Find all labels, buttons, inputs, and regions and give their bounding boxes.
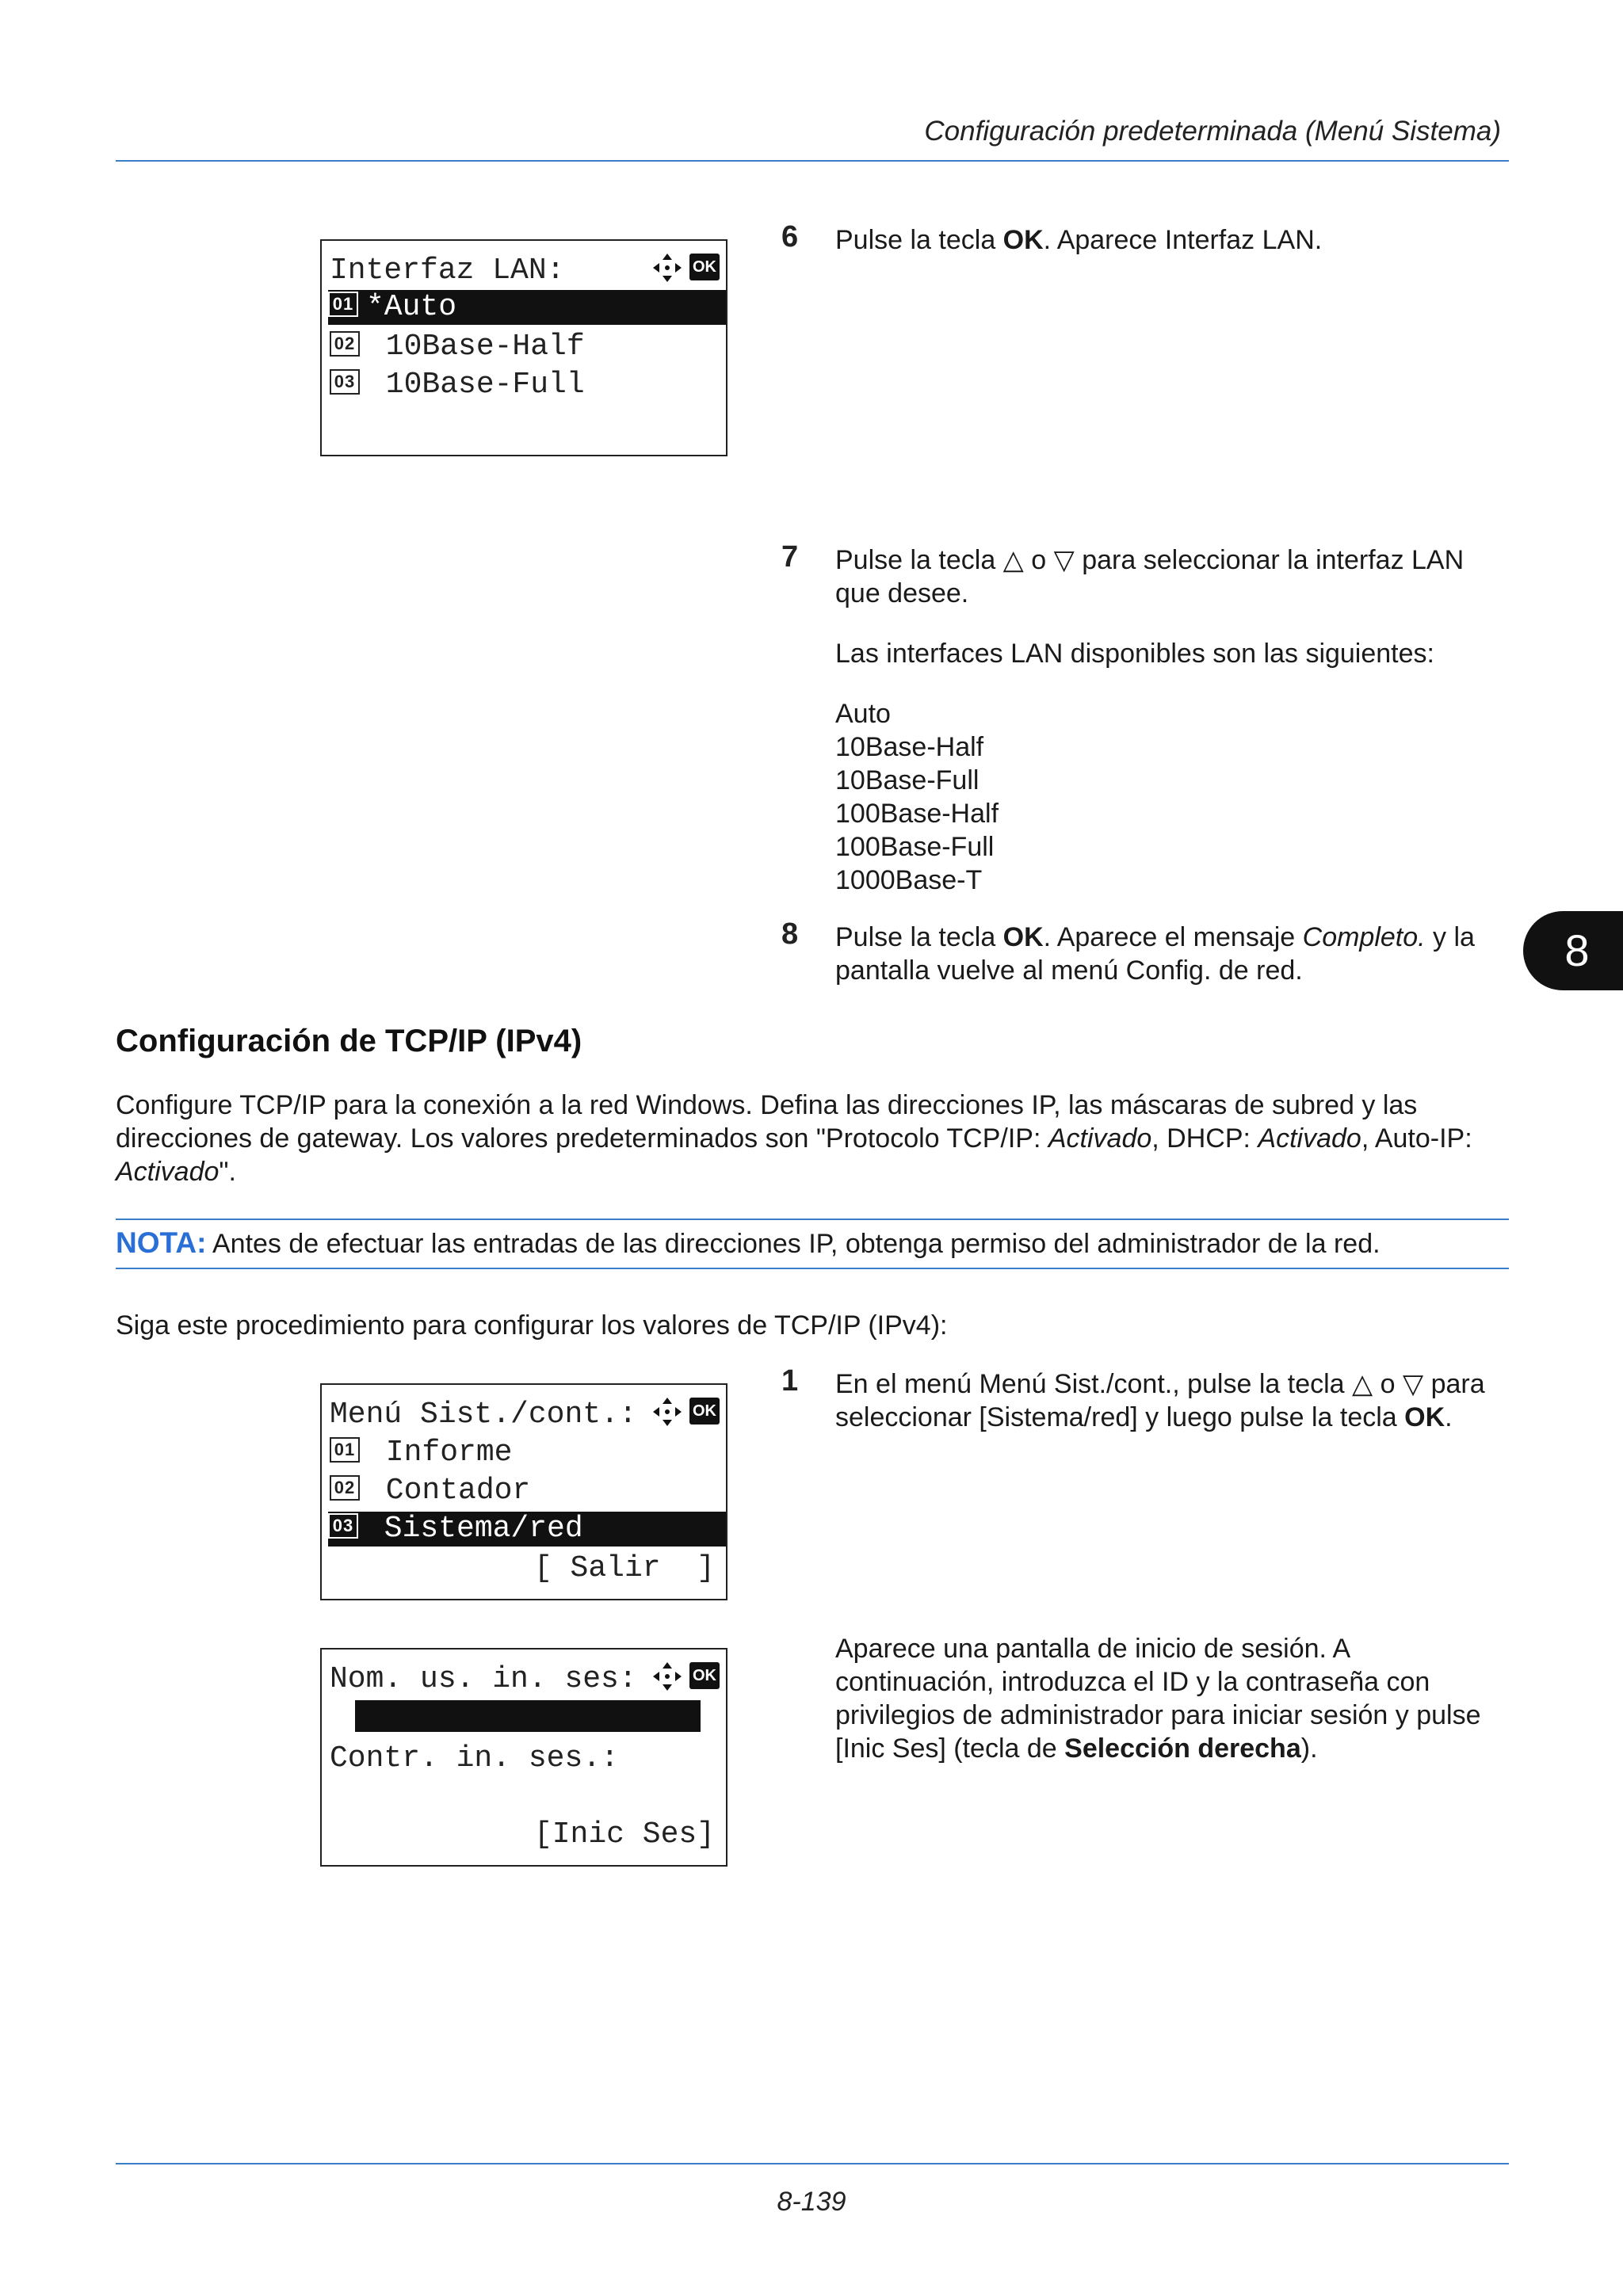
lan-options-list (835, 697, 999, 897)
step-7-text: Pulse la tecla △ o ▽ para seleccionar la interfaz LAN que desee. (835, 545, 1465, 608)
lcd-item-label: *Auto (366, 290, 457, 324)
lcd-item-label: Informe (368, 1436, 513, 1470)
lcd-title: Menú Sist./cont.: (330, 1398, 637, 1432)
item-number-box: 01 (328, 292, 358, 317)
section-title: Configuración de TCP/IP (IPv4) (116, 1024, 582, 1058)
up-triangle-icon: △ (1352, 1369, 1373, 1399)
lcd-item-label: Sistema/red (366, 1512, 583, 1546)
footer-rule (116, 2163, 1509, 2164)
item-number-box: 02 (330, 1475, 360, 1501)
navigation-cross-icon (651, 1661, 683, 1692)
list-item: 10Base-Full (835, 765, 980, 795)
step-8-text: Pulse la tecla OK. Aparece el mensaje Completo. y la pantalla vuelve al menú Config. de red. (835, 922, 1475, 986)
step-6-text: Pulse la tecla OK. Aparece Interfaz LAN. (835, 225, 1323, 255)
lcd-icons (643, 1396, 720, 1428)
login-instructions: Aparece una pantalla de inicio de sesión. A continuación, introduzca el ID y la contraseña con privilegios de administrador para iniciar sesión y pulse [Inic Ses] (tecla de Selección derecha). (835, 1634, 1481, 1764)
username-field (355, 1700, 701, 1732)
header-rule (116, 160, 1509, 162)
page-header-title: Configuración predeterminada (Menú Sistema) (924, 116, 1501, 147)
ok-key-icon: OK (689, 1398, 720, 1425)
ok-key-icon: OK (689, 1662, 720, 1689)
item-number-box: 03 (330, 369, 360, 395)
note-rule-bottom (116, 1268, 1509, 1269)
list-item: Auto (835, 699, 891, 729)
section-intro: Configure TCP/IP para la conexión a la red Windows. Defina las direcciones IP, las máscaras de subred y las direcciones de gateway. Los valores predeterminados son "Protocolo TCP/IP: Activado, DHCP: Activado, Auto-IP: Activado". (116, 1090, 1472, 1187)
step-7-paragraph: Las interfaces LAN disponibles son las siguientes: (835, 639, 1434, 669)
up-triangle-icon: △ (1002, 545, 1024, 575)
list-item: 10Base-Half (835, 732, 984, 762)
lcd-item-label: 10Base-Full (368, 368, 585, 402)
lcd-item (330, 368, 726, 402)
lcd-item (330, 1474, 726, 1508)
step-number: 1 (781, 1364, 799, 1398)
note-label: NOTA: (116, 1226, 207, 1259)
step-1-text: En el menú Menú Sist./cont., pulse la tecla △ o ▽ para seleccionar [Sistema/red] y luego pulse la tecla OK. (835, 1369, 1485, 1432)
item-number-box: 02 (330, 331, 360, 357)
down-triangle-icon: ▽ (1402, 1369, 1424, 1399)
item-number-box: 03 (328, 1513, 358, 1539)
step-number: 7 (781, 540, 799, 574)
lcd-item-selected (328, 1512, 726, 1547)
softkey-salir: [ Salir ] (533, 1551, 715, 1585)
list-item: 100Base-Half (835, 799, 999, 829)
lcd-screen-login (320, 1648, 727, 1867)
item-number-box: 01 (330, 1437, 360, 1463)
page-number: 8-139 (777, 2187, 846, 2217)
lcd-screen-interfaz-lan (320, 239, 727, 456)
chapter-tab: 8 (1523, 911, 1623, 990)
navigation-cross-icon (651, 1396, 683, 1428)
lcd-item-label: 10Base-Half (368, 330, 585, 364)
lcd-title: Nom. us. in. ses: (330, 1662, 637, 1696)
note: NOTA: Antes de efectuar las entradas de las direcciones IP, obtenga permiso del administrador de la red. (116, 1226, 1381, 1259)
navigation-cross-icon (651, 252, 683, 284)
step-number: 8 (781, 917, 799, 951)
softkey-inic-ses: [Inic Ses] (533, 1817, 715, 1852)
list-item: 100Base-Full (835, 832, 995, 862)
down-triangle-icon: ▽ (1053, 545, 1075, 575)
list-item: 1000Base-T (835, 865, 983, 895)
ok-key-icon: OK (689, 254, 720, 280)
step-number: 6 (781, 220, 799, 254)
lcd-icons (643, 252, 720, 284)
lcd-icons (643, 1661, 720, 1692)
lcd-item-selected (328, 290, 726, 325)
password-label: Contr. in. ses.: (330, 1741, 619, 1775)
lcd-item (330, 1436, 726, 1470)
note-rule-top (116, 1219, 1509, 1220)
lcd-screen-menu-sistema (320, 1383, 727, 1600)
lcd-item-label: Contador (368, 1474, 531, 1508)
lcd-item (330, 330, 726, 364)
lcd-title: Interfaz LAN: (330, 254, 565, 288)
procedure-intro: Siga este procedimiento para configurar los valores de TCP/IP (IPv4): (116, 1310, 948, 1341)
